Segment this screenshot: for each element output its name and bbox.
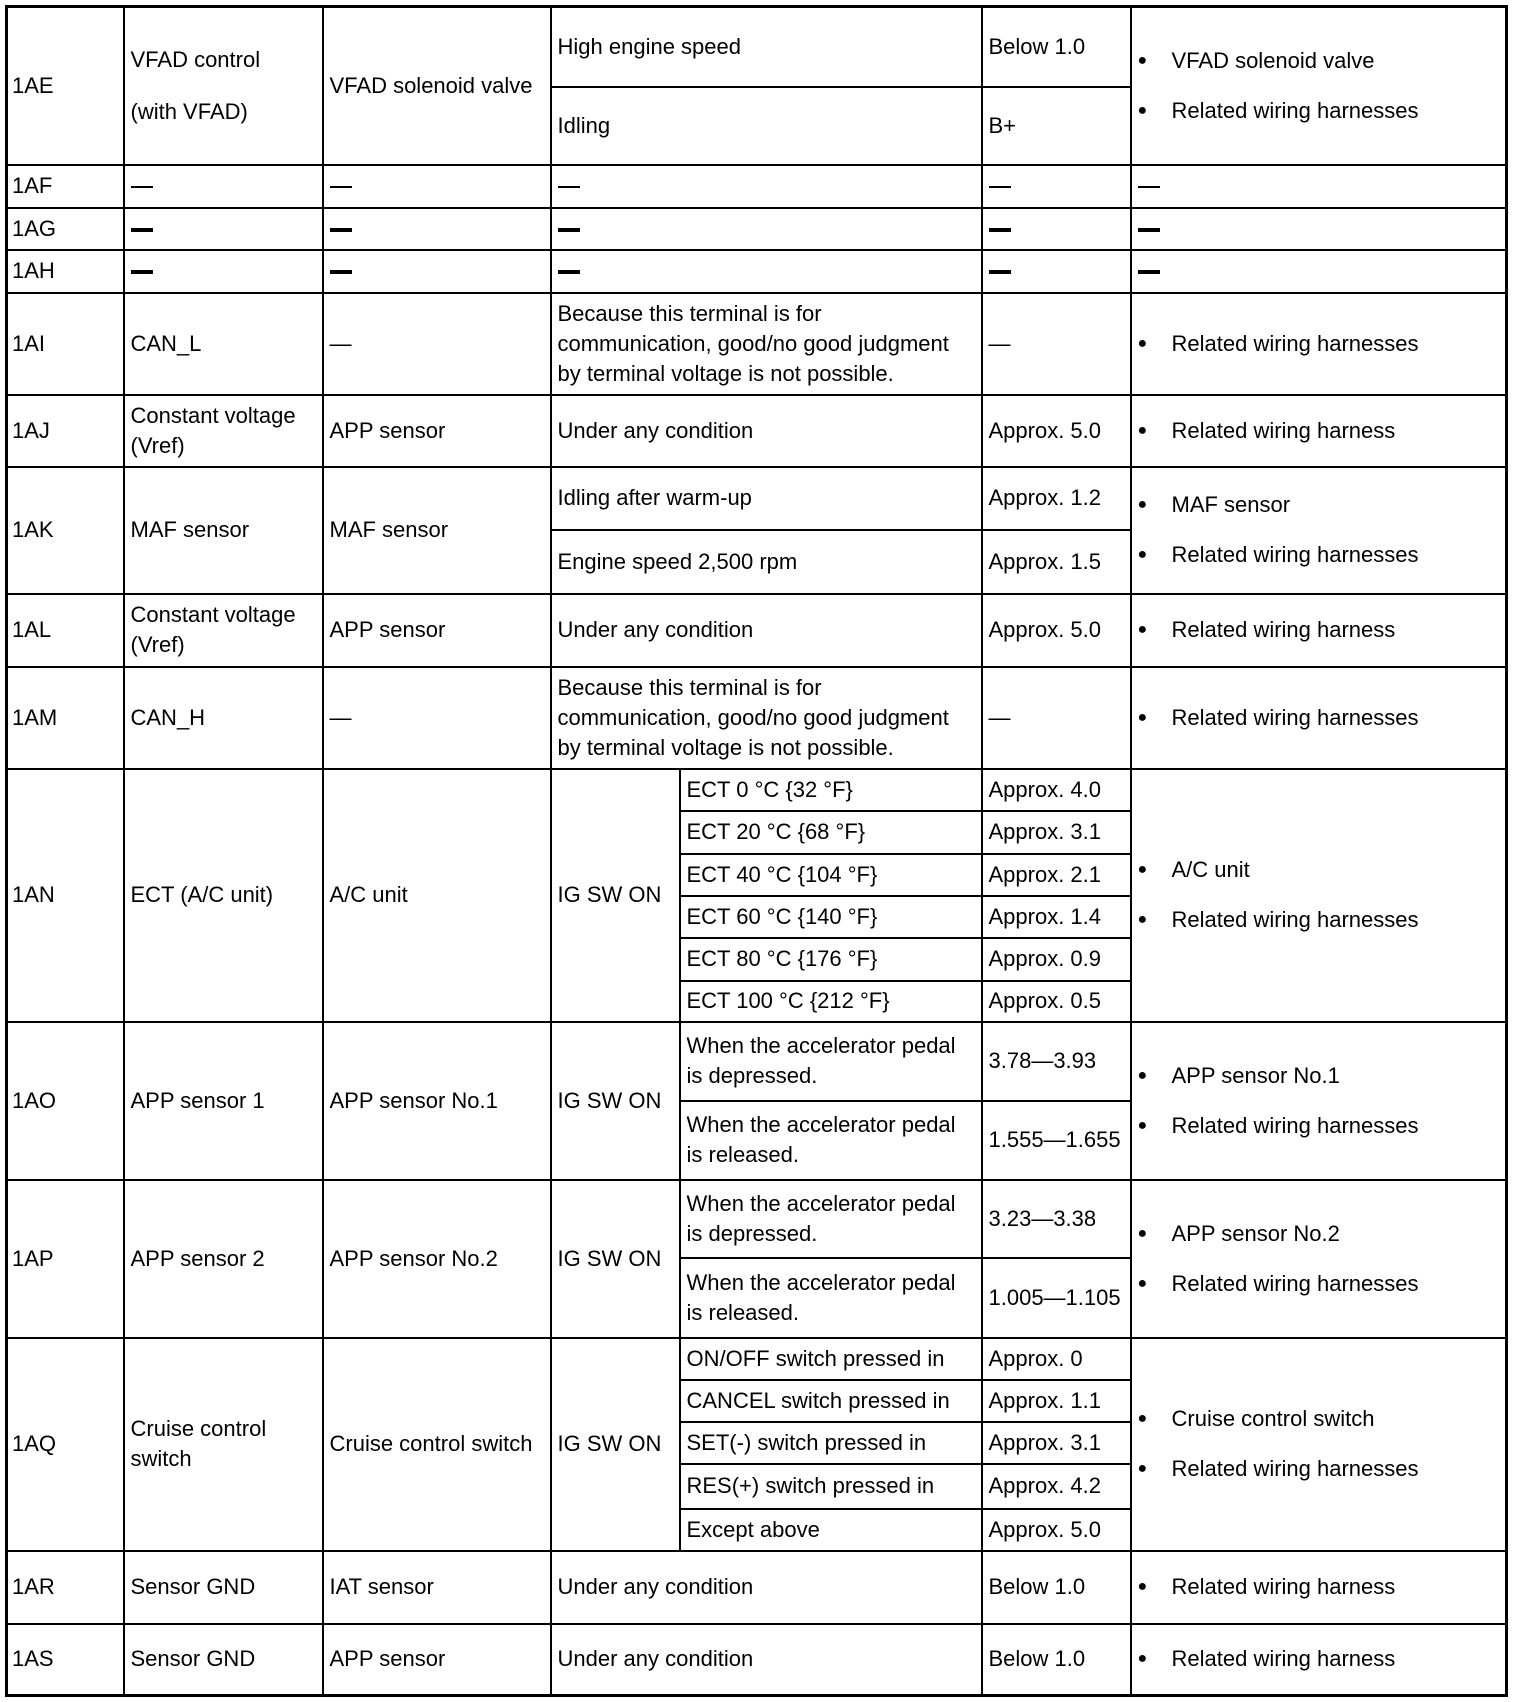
dash-mark <box>1138 186 1160 188</box>
connected-to-cell: APP sensor <box>323 395 551 467</box>
table-row <box>7 467 1507 530</box>
dash-mark <box>330 186 352 188</box>
table-row <box>7 7 1507 87</box>
signal-cell: APP sensor 1 <box>124 1022 323 1180</box>
condition-cell: ECT 100 °C {212 °F} <box>680 981 982 1022</box>
voltage-cell: 3.78—3.93 <box>982 1022 1131 1101</box>
inspection-item-cell <box>1131 7 1507 165</box>
condition-cell: When the accelerator pedal is depressed. <box>680 1180 982 1258</box>
voltage-cell: Approx. 5.0 <box>982 594 1131 667</box>
signal-cell: Sensor GND <box>124 1624 323 1696</box>
condition-cell: ON/OFF switch pressed in <box>680 1338 982 1380</box>
terminal-cell: 1AG <box>7 208 124 250</box>
condition-cell: ECT 20 °C {68 °F} <box>680 811 982 854</box>
dash-mark <box>558 270 580 274</box>
voltage-cell: Approx. 5.0 <box>982 1509 1131 1551</box>
voltage-cell <box>982 208 1131 250</box>
voltage-cell: Approx. 0 <box>982 1338 1131 1380</box>
connected-to-cell <box>323 208 551 250</box>
voltage-cell: Approx. 1.1 <box>982 1380 1131 1422</box>
bullet-item: ● APP sensor No.2 <box>1172 1219 1502 1249</box>
terminal-cell: 1AM <box>7 667 124 769</box>
dash-mark <box>131 270 153 274</box>
dash-mark <box>989 270 1011 274</box>
inspection-item-cell <box>1131 594 1507 667</box>
bullet-item: ● A/C unit <box>1172 855 1502 885</box>
voltage-cell: — <box>982 667 1131 769</box>
signal-cell: ECT (A/C unit) <box>124 769 323 1022</box>
table-row <box>7 293 1507 395</box>
dash-mark <box>330 270 352 274</box>
condition-cell: When the accelerator pedal is depressed. <box>680 1022 982 1101</box>
condition-cell: Because this terminal is for communication, good/no good judgment by terminal voltage is not possible. <box>551 293 982 395</box>
inspection-item-cell <box>1131 293 1507 395</box>
voltage-cell: 1.555—1.655 <box>982 1101 1131 1180</box>
connected-to-cell <box>323 165 551 208</box>
signal-cell: Constant voltage (Vref) <box>124 395 323 467</box>
condition-cell: Under any condition <box>551 395 982 467</box>
voltage-cell: B+ <box>982 87 1131 165</box>
inspection-item-cell <box>1131 1551 1507 1624</box>
inspection-item-cell <box>1131 165 1507 208</box>
condition-cell: When the accelerator pedal is released. <box>680 1101 982 1180</box>
inspection-item-cell <box>1131 1022 1507 1180</box>
condition-cell: Except above <box>680 1509 982 1551</box>
inspection-item-cell <box>1131 467 1507 594</box>
table-row <box>7 208 1507 250</box>
voltage-cell: Below 1.0 <box>982 1624 1131 1696</box>
signal-cell: CAN_H <box>124 667 323 769</box>
terminal-cell: 1AN <box>7 769 124 1022</box>
condition-cell: When the accelerator pedal is released. <box>680 1258 982 1338</box>
measurement-condition-cell: IG SW ON <box>551 1022 680 1180</box>
terminal-cell: 1AK <box>7 467 124 594</box>
condition-cell <box>551 250 982 293</box>
condition-cell: Engine speed 2,500 rpm <box>551 530 982 594</box>
dash-mark <box>1138 228 1160 232</box>
signal-cell: Constant voltage (Vref) <box>124 594 323 667</box>
condition-cell <box>551 165 982 208</box>
connected-to-cell: Cruise control switch <box>323 1338 551 1551</box>
bullet-item: ● Related wiring harness <box>1172 1572 1502 1602</box>
voltage-cell: Below 1.0 <box>982 1551 1131 1624</box>
signal-cell: MAF sensor <box>124 467 323 594</box>
condition-cell: ECT 60 °C {140 °F} <box>680 896 982 938</box>
table-row <box>7 594 1507 667</box>
dash-mark <box>558 186 580 188</box>
inspection-item-cell <box>1131 395 1507 467</box>
measurement-condition-cell: IG SW ON <box>551 1338 680 1551</box>
voltage-cell: Approx. 4.2 <box>982 1464 1131 1509</box>
condition-cell: RES(+) switch pressed in <box>680 1464 982 1509</box>
signal-cell: CAN_L <box>124 293 323 395</box>
terminal-cell: 1AR <box>7 1551 124 1624</box>
inspection-item-cell <box>1131 769 1507 1022</box>
voltage-cell: Approx. 0.9 <box>982 938 1131 981</box>
terminal-cell: 1AQ <box>7 1338 124 1551</box>
dash-mark <box>1138 270 1160 274</box>
voltage-cell <box>982 250 1131 293</box>
bullet-item: ● Related wiring harnesses <box>1172 96 1502 126</box>
connected-to-cell: VFAD solenoid valve <box>323 7 551 165</box>
bullet-item: ● VFAD solenoid valve <box>1172 46 1502 76</box>
bullet-item: ● Related wiring harness <box>1172 416 1502 446</box>
condition-cell: SET(-) switch pressed in <box>680 1422 982 1464</box>
table-row <box>7 395 1507 467</box>
inspection-item-cell <box>1131 208 1507 250</box>
inspection-item-cell <box>1131 1338 1507 1551</box>
voltage-cell: Approx. 1.2 <box>982 467 1131 530</box>
table-row <box>7 1338 1507 1380</box>
signal-cell: APP sensor 2 <box>124 1180 323 1338</box>
dash-mark <box>989 228 1011 232</box>
table-row <box>7 667 1507 769</box>
table-row <box>7 1180 1507 1258</box>
terminal-cell: 1AH <box>7 250 124 293</box>
dash-mark <box>131 228 153 232</box>
inspection-item-cell <box>1131 667 1507 769</box>
connected-to-cell: IAT sensor <box>323 1551 551 1624</box>
voltage-cell: Approx. 2.1 <box>982 854 1131 896</box>
table-row <box>7 1022 1507 1101</box>
terminal-voltage-table <box>5 5 1508 1697</box>
voltage-cell: Approx. 4.0 <box>982 769 1131 811</box>
connected-to-cell: APP sensor No.1 <box>323 1022 551 1180</box>
terminal-cell: 1AJ <box>7 395 124 467</box>
signal-cell: Sensor GND <box>124 1551 323 1624</box>
condition-cell: CANCEL switch pressed in <box>680 1380 982 1422</box>
voltage-cell: — <box>982 293 1131 395</box>
signal-cell <box>124 250 323 293</box>
table-row <box>7 1624 1507 1696</box>
table-row <box>7 1551 1507 1624</box>
signal-cell <box>124 208 323 250</box>
bullet-item: ● Related wiring harnesses <box>1172 1454 1502 1484</box>
bullet-item: ● Related wiring harness <box>1172 1644 1502 1674</box>
bullet-item: ● APP sensor No.1 <box>1172 1061 1502 1091</box>
connected-to-cell: APP sensor <box>323 594 551 667</box>
condition-cell: ECT 80 °C {176 °F} <box>680 938 982 981</box>
bullet-item: ● MAF sensor <box>1172 490 1502 520</box>
connected-to-cell: APP sensor No.2 <box>323 1180 551 1338</box>
condition-cell: Idling <box>551 87 982 165</box>
voltage-cell: Approx. 1.5 <box>982 530 1131 594</box>
condition-cell: ECT 40 °C {104 °F} <box>680 854 982 896</box>
voltage-cell: Approx. 5.0 <box>982 395 1131 467</box>
bullet-item: ● Cruise control switch <box>1172 1404 1502 1434</box>
bullet-item: ● Related wiring harness <box>1172 615 1502 645</box>
terminal-cell: 1AE <box>7 7 124 165</box>
voltage-cell: Approx. 3.1 <box>982 811 1131 854</box>
voltage-cell <box>982 165 1131 208</box>
inspection-item-cell <box>1131 250 1507 293</box>
table-row <box>7 250 1507 293</box>
condition-cell: Because this terminal is for communication, good/no good judgment by terminal voltage is not possible. <box>551 667 982 769</box>
condition-cell: Under any condition <box>551 1551 982 1624</box>
bullet-item: ● Related wiring harnesses <box>1172 1111 1502 1141</box>
condition-cell: High engine speed <box>551 7 982 87</box>
measurement-condition-cell: IG SW ON <box>551 769 680 1022</box>
condition-cell: Under any condition <box>551 1624 982 1696</box>
table-row <box>7 165 1507 208</box>
connected-to-cell: — <box>323 667 551 769</box>
condition-cell <box>551 208 982 250</box>
connected-to-cell <box>323 250 551 293</box>
inspection-item-cell <box>1131 1180 1507 1338</box>
condition-cell: ECT 0 °C {32 °F} <box>680 769 982 811</box>
bullet-item: ● Related wiring harnesses <box>1172 905 1502 935</box>
signal-cell: Cruise control switch <box>124 1338 323 1551</box>
signal-cell <box>124 165 323 208</box>
bullet-item: ● Related wiring harnesses <box>1172 329 1502 359</box>
voltage-cell: Below 1.0 <box>982 7 1131 87</box>
voltage-cell: Approx. 0.5 <box>982 981 1131 1022</box>
voltage-cell: 1.005—1.105 <box>982 1258 1131 1338</box>
inspection-item-cell <box>1131 1624 1507 1696</box>
connected-to-cell: A/C unit <box>323 769 551 1022</box>
connected-to-cell: — <box>323 293 551 395</box>
condition-cell: Under any condition <box>551 594 982 667</box>
terminal-cell: 1AS <box>7 1624 124 1696</box>
dash-mark <box>131 186 153 188</box>
terminal-cell: 1AF <box>7 165 124 208</box>
connected-to-cell: MAF sensor <box>323 467 551 594</box>
dash-mark <box>558 228 580 232</box>
bullet-item: ● Related wiring harnesses <box>1172 703 1502 733</box>
measurement-condition-cell: IG SW ON <box>551 1180 680 1338</box>
condition-cell: Idling after warm-up <box>551 467 982 530</box>
voltage-cell: Approx. 1.4 <box>982 896 1131 938</box>
bullet-item: ● Related wiring harnesses <box>1172 1269 1502 1299</box>
dash-mark <box>330 228 352 232</box>
connected-to-cell: APP sensor <box>323 1624 551 1696</box>
voltage-cell: Approx. 3.1 <box>982 1422 1131 1464</box>
signal-cell: VFAD control (with VFAD) <box>124 7 323 165</box>
terminal-cell: 1AO <box>7 1022 124 1180</box>
bullet-item: ● Related wiring harnesses <box>1172 540 1502 570</box>
dash-mark <box>989 186 1011 188</box>
table-row <box>7 769 1507 811</box>
voltage-cell: 3.23—3.38 <box>982 1180 1131 1258</box>
terminal-cell: 1AI <box>7 293 124 395</box>
terminal-cell: 1AP <box>7 1180 124 1338</box>
terminal-cell: 1AL <box>7 594 124 667</box>
